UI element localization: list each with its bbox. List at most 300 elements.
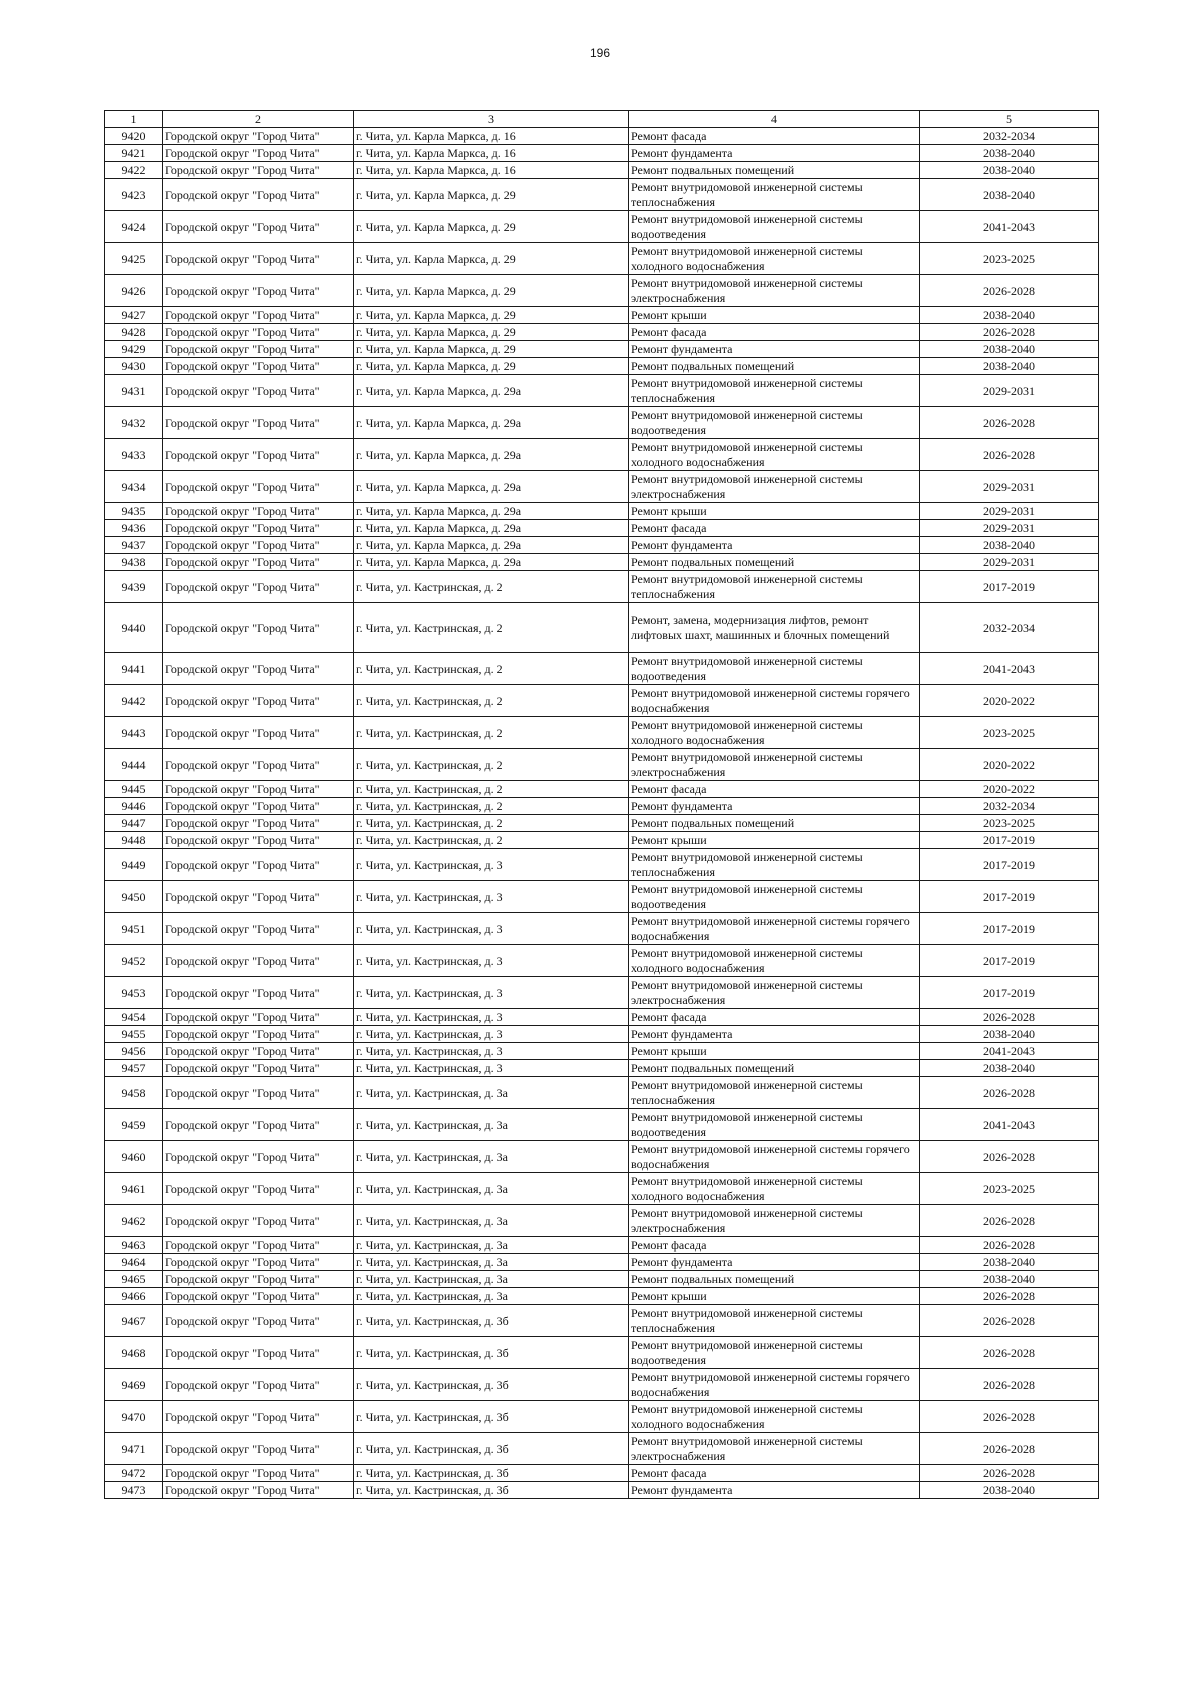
municipality-cell: Городской округ "Город Чита": [163, 439, 354, 471]
municipality-cell: Городской округ "Город Чита": [163, 1401, 354, 1433]
table-row: [105, 128, 1099, 145]
work-type-cell: Ремонт, замена, модернизация лифтов, ремонт лифтовых шахт, машинных и блочных помещений: [629, 603, 920, 653]
table-header: [105, 111, 1099, 128]
row-number: 9428: [105, 324, 163, 341]
address-cell: г. Чита, ул. Карла Маркса, д. 29: [354, 275, 629, 307]
period-cell: 2020-2022: [920, 749, 1099, 781]
period-cell: 2026-2028: [920, 1237, 1099, 1254]
work-type-cell: Ремонт фасада: [629, 1237, 920, 1254]
table-row: [105, 503, 1099, 520]
work-type-cell: Ремонт крыши: [629, 1043, 920, 1060]
municipality-cell: Городской округ "Город Чита": [163, 717, 354, 749]
period-cell: 2026-2028: [920, 407, 1099, 439]
municipality-cell: Городской округ "Город Чита": [163, 1288, 354, 1305]
row-number: 9470: [105, 1401, 163, 1433]
municipality-cell: Городской округ "Город Чита": [163, 537, 354, 554]
period-cell: 2026-2028: [920, 275, 1099, 307]
municipality-cell: Городской округ "Город Чита": [163, 815, 354, 832]
address-cell: г. Чита, ул. Карла Маркса, д. 29: [354, 179, 629, 211]
table-row: [105, 145, 1099, 162]
address-cell: г. Чита, ул. Кастринская, д. 3б: [354, 1401, 629, 1433]
row-number: 9448: [105, 832, 163, 849]
table-row: [105, 685, 1099, 717]
period-cell: 2029-2031: [920, 520, 1099, 537]
work-type-cell: Ремонт подвальных помещений: [629, 815, 920, 832]
address-cell: г. Чита, ул. Кастринская, д. 2: [354, 832, 629, 849]
table-row: [105, 358, 1099, 375]
work-type-cell: Ремонт фундамента: [629, 145, 920, 162]
work-type-cell: Ремонт внутридомовой инженерной системы водоотведения: [629, 1109, 920, 1141]
work-type-cell: Ремонт внутридомовой инженерной системы электроснабжения: [629, 471, 920, 503]
row-number: 9449: [105, 849, 163, 881]
municipality-cell: Городской округ "Город Чита": [163, 832, 354, 849]
repair-schedule-table: [104, 110, 1099, 1499]
period-cell: 2032-2034: [920, 128, 1099, 145]
row-number: 9431: [105, 375, 163, 407]
work-type-cell: Ремонт внутридомовой инженерной системы электроснабжения: [629, 1205, 920, 1237]
row-number: 9458: [105, 1077, 163, 1109]
table-row: [105, 571, 1099, 603]
row-number: 9471: [105, 1433, 163, 1465]
table-row: [105, 1077, 1099, 1109]
table-row: [105, 1305, 1099, 1337]
address-cell: г. Чита, ул. Кастринская, д. 3б: [354, 1337, 629, 1369]
table-row: [105, 520, 1099, 537]
row-number: 9464: [105, 1254, 163, 1271]
municipality-cell: Городской округ "Город Чита": [163, 1026, 354, 1043]
table-row: [105, 211, 1099, 243]
row-number: 9424: [105, 211, 163, 243]
work-type-cell: Ремонт внутридомовой инженерной системы водоотведения: [629, 881, 920, 913]
address-cell: г. Чита, ул. Карла Маркса, д. 29: [354, 341, 629, 358]
table-body: [105, 128, 1099, 1499]
period-cell: 2038-2040: [920, 537, 1099, 554]
period-cell: 2038-2040: [920, 341, 1099, 358]
work-type-cell: Ремонт внутридомовой инженерной системы электроснабжения: [629, 1433, 920, 1465]
row-number: 9455: [105, 1026, 163, 1043]
work-type-cell: Ремонт внутридомовой инженерной системы горячего водоснабжения: [629, 913, 920, 945]
row-number: 9461: [105, 1173, 163, 1205]
row-number: 9467: [105, 1305, 163, 1337]
work-type-cell: Ремонт внутридомовой инженерной системы теплоснабжения: [629, 375, 920, 407]
address-cell: г. Чита, ул. Кастринская, д. 3: [354, 1026, 629, 1043]
work-type-cell: Ремонт внутридомовой инженерной системы теплоснабжения: [629, 1305, 920, 1337]
municipality-cell: Городской округ "Город Чита": [163, 1173, 354, 1205]
address-cell: г. Чита, ул. Кастринская, д. 3а: [354, 1173, 629, 1205]
address-cell: г. Чита, ул. Кастринская, д. 3б: [354, 1482, 629, 1499]
period-cell: 2017-2019: [920, 945, 1099, 977]
work-type-cell: Ремонт внутридомовой инженерной системы холодного водоснабжения: [629, 243, 920, 275]
address-cell: г. Чита, ул. Кастринская, д. 3: [354, 945, 629, 977]
table-row: [105, 1254, 1099, 1271]
work-type-cell: Ремонт фасада: [629, 128, 920, 145]
municipality-cell: Городской округ "Город Чита": [163, 471, 354, 503]
work-type-cell: Ремонт подвальных помещений: [629, 1271, 920, 1288]
address-cell: г. Чита, ул. Кастринская, д. 2: [354, 603, 629, 653]
period-cell: 2017-2019: [920, 977, 1099, 1009]
work-type-cell: Ремонт внутридомовой инженерной системы водоотведения: [629, 407, 920, 439]
municipality-cell: Городской округ "Город Чита": [163, 179, 354, 211]
work-type-cell: Ремонт внутридомовой инженерной системы электроснабжения: [629, 977, 920, 1009]
municipality-cell: Городской округ "Город Чита": [163, 358, 354, 375]
row-number: 9473: [105, 1482, 163, 1499]
period-cell: 2041-2043: [920, 1109, 1099, 1141]
period-cell: 2026-2028: [920, 439, 1099, 471]
address-cell: г. Чита, ул. Кастринская, д. 3а: [354, 1109, 629, 1141]
work-type-cell: Ремонт внутридомовой инженерной системы водоотведения: [629, 653, 920, 685]
work-type-cell: Ремонт подвальных помещений: [629, 554, 920, 571]
table-row: [105, 1433, 1099, 1465]
work-type-cell: Ремонт крыши: [629, 503, 920, 520]
municipality-cell: Городской округ "Город Чита": [163, 1060, 354, 1077]
address-cell: г. Чита, ул. Кастринская, д. 3а: [354, 1288, 629, 1305]
address-cell: г. Чита, ул. Карла Маркса, д. 29: [354, 211, 629, 243]
work-type-cell: Ремонт фасада: [629, 1465, 920, 1482]
work-type-cell: Ремонт крыши: [629, 832, 920, 849]
work-type-cell: Ремонт фундамента: [629, 798, 920, 815]
table-row: [105, 243, 1099, 275]
row-number: 9459: [105, 1109, 163, 1141]
period-cell: 2017-2019: [920, 832, 1099, 849]
row-number: 9434: [105, 471, 163, 503]
work-type-cell: Ремонт внутридомовой инженерной системы холодного водоснабжения: [629, 1173, 920, 1205]
municipality-cell: Городской округ "Город Чита": [163, 881, 354, 913]
row-number: 9433: [105, 439, 163, 471]
row-number: 9472: [105, 1465, 163, 1482]
table-row: [105, 1271, 1099, 1288]
work-type-cell: Ремонт внутридомовой инженерной системы теплоснабжения: [629, 571, 920, 603]
table-row: [105, 1288, 1099, 1305]
municipality-cell: Городской округ "Город Чита": [163, 341, 354, 358]
municipality-cell: Городской округ "Город Чита": [163, 554, 354, 571]
table-row: [105, 1465, 1099, 1482]
period-cell: 2026-2028: [920, 1141, 1099, 1173]
period-cell: 2038-2040: [920, 358, 1099, 375]
period-cell: 2038-2040: [920, 1026, 1099, 1043]
address-cell: г. Чита, ул. Кастринская, д. 2: [354, 815, 629, 832]
work-type-cell: Ремонт внутридомовой инженерной системы водоотведения: [629, 211, 920, 243]
municipality-cell: Городской округ "Город Чита": [163, 1254, 354, 1271]
row-number: 9465: [105, 1271, 163, 1288]
row-number: 9463: [105, 1237, 163, 1254]
work-type-cell: Ремонт фундамента: [629, 1026, 920, 1043]
row-number: 9422: [105, 162, 163, 179]
period-cell: 2026-2028: [920, 1077, 1099, 1109]
period-cell: 2020-2022: [920, 685, 1099, 717]
address-cell: г. Чита, ул. Карла Маркса, д. 29а: [354, 554, 629, 571]
municipality-cell: Городской округ "Город Чита": [163, 128, 354, 145]
header-col-5: 5: [920, 111, 1099, 128]
work-type-cell: Ремонт внутридомовой инженерной системы водоотведения: [629, 1337, 920, 1369]
address-cell: г. Чита, ул. Карла Маркса, д. 29а: [354, 439, 629, 471]
row-number: 9447: [105, 815, 163, 832]
row-number: 9456: [105, 1043, 163, 1060]
period-cell: 2026-2028: [920, 1205, 1099, 1237]
table-row: [105, 977, 1099, 1009]
municipality-cell: Городской округ "Город Чита": [163, 275, 354, 307]
municipality-cell: Городской округ "Город Чита": [163, 1077, 354, 1109]
table-row: [105, 375, 1099, 407]
period-cell: 2038-2040: [920, 1254, 1099, 1271]
address-cell: г. Чита, ул. Кастринская, д. 3а: [354, 1205, 629, 1237]
work-type-cell: Ремонт внутридомовой инженерной системы электроснабжения: [629, 749, 920, 781]
period-cell: 2038-2040: [920, 1482, 1099, 1499]
header-col-4: 4: [629, 111, 920, 128]
address-cell: г. Чита, ул. Карла Маркса, д. 29а: [354, 503, 629, 520]
header-row: [105, 111, 1099, 128]
row-number: 9468: [105, 1337, 163, 1369]
municipality-cell: Городской округ "Город Чита": [163, 1043, 354, 1060]
table-row: [105, 407, 1099, 439]
address-cell: г. Чита, ул. Кастринская, д. 2: [354, 685, 629, 717]
address-cell: г. Чита, ул. Карла Маркса, д. 16: [354, 162, 629, 179]
municipality-cell: Городской округ "Город Чита": [163, 1369, 354, 1401]
address-cell: г. Чита, ул. Кастринская, д. 3: [354, 1009, 629, 1026]
period-cell: 2026-2028: [920, 1465, 1099, 1482]
address-cell: г. Чита, ул. Карла Маркса, д. 29а: [354, 407, 629, 439]
work-type-cell: Ремонт внутридомовой инженерной системы холодного водоснабжения: [629, 717, 920, 749]
row-number: 9432: [105, 407, 163, 439]
municipality-cell: Городской округ "Город Чита": [163, 1465, 354, 1482]
municipality-cell: Городской округ "Город Чита": [163, 913, 354, 945]
municipality-cell: Городской округ "Город Чита": [163, 375, 354, 407]
address-cell: г. Чита, ул. Кастринская, д. 3а: [354, 1077, 629, 1109]
period-cell: 2026-2028: [920, 1369, 1099, 1401]
table-row: [105, 1009, 1099, 1026]
period-cell: 2026-2028: [920, 1401, 1099, 1433]
header-col-3: 3: [354, 111, 629, 128]
table-row: [105, 832, 1099, 849]
table-row: [105, 1043, 1099, 1060]
row-number: 9437: [105, 537, 163, 554]
address-cell: г. Чита, ул. Карла Маркса, д. 29а: [354, 537, 629, 554]
period-cell: 2038-2040: [920, 145, 1099, 162]
table-row: [105, 179, 1099, 211]
row-number: 9427: [105, 307, 163, 324]
address-cell: г. Чита, ул. Кастринская, д. 2: [354, 571, 629, 603]
period-cell: 2026-2028: [920, 1009, 1099, 1026]
municipality-cell: Городской округ "Город Чита": [163, 945, 354, 977]
municipality-cell: Городской округ "Город Чита": [163, 571, 354, 603]
period-cell: 2038-2040: [920, 179, 1099, 211]
table-row: [105, 653, 1099, 685]
period-cell: 2026-2028: [920, 1288, 1099, 1305]
work-type-cell: Ремонт фундамента: [629, 341, 920, 358]
address-cell: г. Чита, ул. Кастринская, д. 3: [354, 881, 629, 913]
row-number: 9425: [105, 243, 163, 275]
row-number: 9423: [105, 179, 163, 211]
work-type-cell: Ремонт подвальных помещений: [629, 162, 920, 179]
address-cell: г. Чита, ул. Кастринская, д. 3б: [354, 1465, 629, 1482]
work-type-cell: Ремонт фундамента: [629, 1254, 920, 1271]
row-number: 9442: [105, 685, 163, 717]
table-row: [105, 881, 1099, 913]
work-type-cell: Ремонт фасада: [629, 1009, 920, 1026]
table-row: [105, 1205, 1099, 1237]
work-type-cell: Ремонт внутридомовой инженерной системы холодного водоснабжения: [629, 945, 920, 977]
table-row: [105, 471, 1099, 503]
row-number: 9421: [105, 145, 163, 162]
work-type-cell: Ремонт фасада: [629, 520, 920, 537]
municipality-cell: Городской округ "Город Чита": [163, 1482, 354, 1499]
table-row: [105, 1237, 1099, 1254]
table-row: [105, 537, 1099, 554]
row-number: 9466: [105, 1288, 163, 1305]
table-row: [105, 1109, 1099, 1141]
work-type-cell: Ремонт подвальных помещений: [629, 1060, 920, 1077]
period-cell: 2020-2022: [920, 781, 1099, 798]
municipality-cell: Городской округ "Город Чита": [163, 324, 354, 341]
row-number: 9469: [105, 1369, 163, 1401]
period-cell: 2038-2040: [920, 1271, 1099, 1288]
municipality-cell: Городской округ "Город Чита": [163, 1237, 354, 1254]
table-row: [105, 1369, 1099, 1401]
period-cell: 2032-2034: [920, 798, 1099, 815]
period-cell: 2029-2031: [920, 554, 1099, 571]
address-cell: г. Чита, ул. Кастринская, д. 2: [354, 781, 629, 798]
period-cell: 2026-2028: [920, 1433, 1099, 1465]
address-cell: г. Чита, ул. Кастринская, д. 3: [354, 977, 629, 1009]
address-cell: г. Чита, ул. Кастринская, д. 3б: [354, 1369, 629, 1401]
period-cell: 2032-2034: [920, 603, 1099, 653]
header-col-2: 2: [163, 111, 354, 128]
municipality-cell: Городской округ "Город Чита": [163, 1109, 354, 1141]
municipality-cell: Городской округ "Город Чита": [163, 307, 354, 324]
row-number: 9426: [105, 275, 163, 307]
address-cell: г. Чита, ул. Карла Маркса, д. 29а: [354, 471, 629, 503]
table-row: [105, 1482, 1099, 1499]
work-type-cell: Ремонт внутридомовой инженерной системы теплоснабжения: [629, 849, 920, 881]
table-row: [105, 849, 1099, 881]
municipality-cell: Городской округ "Город Чита": [163, 1205, 354, 1237]
period-cell: 2023-2025: [920, 243, 1099, 275]
work-type-cell: Ремонт фундамента: [629, 1482, 920, 1499]
row-number: 9439: [105, 571, 163, 603]
table-row: [105, 1141, 1099, 1173]
work-type-cell: Ремонт внутридомовой инженерной системы горячего водоснабжения: [629, 1141, 920, 1173]
period-cell: 2029-2031: [920, 503, 1099, 520]
municipality-cell: Городской округ "Город Чита": [163, 211, 354, 243]
work-type-cell: Ремонт фундамента: [629, 537, 920, 554]
address-cell: г. Чита, ул. Карла Маркса, д. 29: [354, 324, 629, 341]
municipality-cell: Городской округ "Город Чита": [163, 1337, 354, 1369]
period-cell: 2023-2025: [920, 1173, 1099, 1205]
row-number: 9443: [105, 717, 163, 749]
row-number: 9436: [105, 520, 163, 537]
table-row: [105, 1026, 1099, 1043]
address-cell: г. Чита, ул. Кастринская, д. 3а: [354, 1271, 629, 1288]
work-type-cell: Ремонт внутридомовой инженерной системы горячего водоснабжения: [629, 1369, 920, 1401]
address-cell: г. Чита, ул. Кастринская, д. 3: [354, 1043, 629, 1060]
municipality-cell: Городской округ "Город Чита": [163, 849, 354, 881]
municipality-cell: Городской округ "Город Чита": [163, 1305, 354, 1337]
table-row: [105, 749, 1099, 781]
municipality-cell: Городской округ "Город Чита": [163, 243, 354, 275]
row-number: 9445: [105, 781, 163, 798]
table-row: [105, 913, 1099, 945]
address-cell: г. Чита, ул. Кастринская, д. 3б: [354, 1433, 629, 1465]
municipality-cell: Городской округ "Город Чита": [163, 603, 354, 653]
municipality-cell: Городской округ "Город Чита": [163, 977, 354, 1009]
work-type-cell: Ремонт фасада: [629, 324, 920, 341]
work-type-cell: Ремонт внутридомовой инженерной системы теплоснабжения: [629, 179, 920, 211]
address-cell: г. Чита, ул. Карла Маркса, д. 29: [354, 307, 629, 324]
work-type-cell: Ремонт внутридомовой инженерной системы горячего водоснабжения: [629, 685, 920, 717]
address-cell: г. Чита, ул. Кастринская, д. 3а: [354, 1237, 629, 1254]
municipality-cell: Городской округ "Город Чита": [163, 749, 354, 781]
address-cell: г. Чита, ул. Кастринская, д. 3а: [354, 1254, 629, 1271]
address-cell: г. Чита, ул. Карла Маркса, д. 29а: [354, 375, 629, 407]
period-cell: 2026-2028: [920, 1337, 1099, 1369]
table-row: [105, 307, 1099, 324]
municipality-cell: Городской округ "Город Чита": [163, 1009, 354, 1026]
address-cell: г. Чита, ул. Кастринская, д. 2: [354, 798, 629, 815]
period-cell: 2026-2028: [920, 324, 1099, 341]
row-number: 9420: [105, 128, 163, 145]
municipality-cell: Городской округ "Город Чита": [163, 1141, 354, 1173]
address-cell: г. Чита, ул. Карла Маркса, д. 29а: [354, 520, 629, 537]
period-cell: 2029-2031: [920, 375, 1099, 407]
work-type-cell: Ремонт внутридомовой инженерной системы холодного водоснабжения: [629, 439, 920, 471]
address-cell: г. Чита, ул. Кастринская, д. 2: [354, 749, 629, 781]
period-cell: 2041-2043: [920, 211, 1099, 243]
table-row: [105, 945, 1099, 977]
period-cell: 2017-2019: [920, 881, 1099, 913]
address-cell: г. Чита, ул. Карла Маркса, д. 29: [354, 243, 629, 275]
table-row: [105, 603, 1099, 653]
municipality-cell: Городской округ "Город Чита": [163, 1271, 354, 1288]
row-number: 9444: [105, 749, 163, 781]
table-row: [105, 815, 1099, 832]
row-number: 9440: [105, 603, 163, 653]
municipality-cell: Городской округ "Город Чита": [163, 781, 354, 798]
address-cell: г. Чита, ул. Кастринская, д. 3: [354, 849, 629, 881]
municipality-cell: Городской округ "Город Чита": [163, 653, 354, 685]
row-number: 9430: [105, 358, 163, 375]
period-cell: 2029-2031: [920, 471, 1099, 503]
period-cell: 2041-2043: [920, 1043, 1099, 1060]
period-cell: 2023-2025: [920, 717, 1099, 749]
address-cell: г. Чита, ул. Карла Маркса, д. 16: [354, 128, 629, 145]
address-cell: г. Чита, ул. Кастринская, д. 2: [354, 653, 629, 685]
table-row: [105, 341, 1099, 358]
period-cell: 2017-2019: [920, 571, 1099, 603]
row-number: 9446: [105, 798, 163, 815]
row-number: 9441: [105, 653, 163, 685]
address-cell: г. Чита, ул. Кастринская, д. 3: [354, 913, 629, 945]
period-cell: 2041-2043: [920, 653, 1099, 685]
table-row: [105, 439, 1099, 471]
address-cell: г. Чита, ул. Карла Маркса, д. 16: [354, 145, 629, 162]
table-row: [105, 781, 1099, 798]
row-number: 9450: [105, 881, 163, 913]
table-row: [105, 275, 1099, 307]
work-type-cell: Ремонт внутридомовой инженерной системы холодного водоснабжения: [629, 1401, 920, 1433]
period-cell: 2038-2040: [920, 307, 1099, 324]
period-cell: 2038-2040: [920, 162, 1099, 179]
period-cell: 2017-2019: [920, 913, 1099, 945]
table-row: [105, 1401, 1099, 1433]
header-col-1: 1: [105, 111, 163, 128]
table-row: [105, 1173, 1099, 1205]
table-row: [105, 162, 1099, 179]
row-number: 9435: [105, 503, 163, 520]
work-type-cell: Ремонт подвальных помещений: [629, 358, 920, 375]
period-cell: 2017-2019: [920, 849, 1099, 881]
row-number: 9460: [105, 1141, 163, 1173]
row-number: 9429: [105, 341, 163, 358]
address-cell: г. Чита, ул. Кастринская, д. 2: [354, 717, 629, 749]
